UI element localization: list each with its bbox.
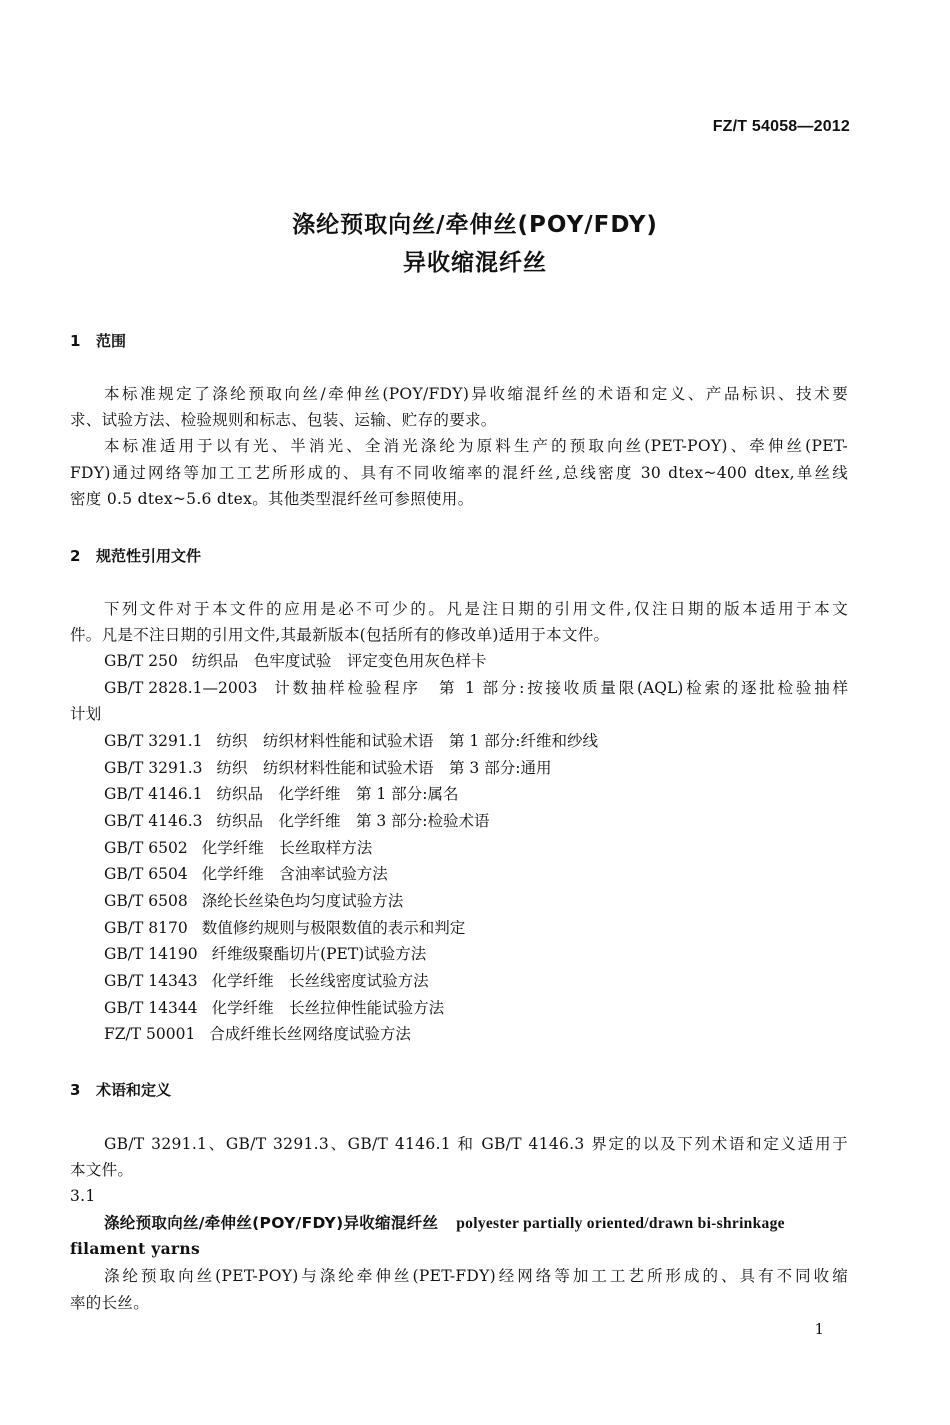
paragraph-line: 求、试验方法、检验规则和标志、包装、运输、贮存的要求。 bbox=[70, 411, 497, 429]
reference-code: GB/T 14344 bbox=[104, 999, 198, 1017]
reference-code: FZ/T 50001 bbox=[104, 1025, 196, 1043]
reference-code: GB/T 3291.1 bbox=[104, 732, 203, 750]
term-chinese: 涤纶预取向丝/牵伸丝(POY/FDY)异收缩混纤丝 bbox=[104, 1214, 439, 1232]
normative-reference bbox=[104, 890, 403, 912]
paragraph-line: 本标准适用于以有光、半消光、全消光涤纶为原料生产的预取向丝(PET-POY)、牵伸丝(PET- bbox=[104, 437, 848, 455]
reference-code: GB/T 6502 bbox=[104, 839, 188, 857]
reference-title: 化学纤维 含油率试验方法 bbox=[201, 865, 388, 883]
reference-title: 合成纤维长丝网络度试验方法 bbox=[209, 1025, 411, 1043]
normative-reference bbox=[104, 757, 551, 779]
section-1-heading bbox=[70, 330, 126, 351]
reference-continuation: 计划 bbox=[70, 705, 102, 723]
reference-title: 纤维级聚酯切片(PET)试验方法 bbox=[211, 945, 427, 963]
reference-title: 化学纤维 长丝线密度试验方法 bbox=[211, 972, 429, 990]
paragraph-line: 本标准规定了涤纶预取向丝/牵伸丝(POY/FDY)异收缩混纤丝的术语和定义、产品标识、技术要 bbox=[104, 385, 848, 403]
normative-reference bbox=[104, 650, 486, 672]
normative-reference bbox=[104, 970, 429, 992]
section-2-heading bbox=[70, 545, 201, 566]
normative-reference bbox=[104, 863, 388, 885]
reference-code: GB/T 8170 bbox=[104, 919, 188, 937]
reference-title: 纺织品 化学纤维 第 3 部分:检验术语 bbox=[216, 812, 490, 830]
reference-code: GB/T 2828.1—2003 bbox=[104, 679, 258, 697]
term-english-continuation: filament yarns bbox=[70, 1239, 200, 1258]
paragraph-line: GB/T 3291.1、GB/T 3291.3、GB/T 4146.1 和 GB/T 4146.3 界定的以及下列术语和定义适用于 bbox=[104, 1135, 848, 1153]
reference-code: GB/T 14343 bbox=[104, 972, 198, 990]
section-title: 术语和定义 bbox=[96, 1081, 172, 1099]
paragraph-line: 下列文件对于本文件的应用是必不可少的。凡是注日期的引用文件,仅注日期的版本适用于本文 bbox=[104, 600, 848, 618]
document-title-line-2: 异收缩混纤丝 bbox=[403, 250, 547, 276]
reference-code: GB/T 6504 bbox=[104, 865, 188, 883]
normative-reference bbox=[104, 677, 848, 699]
reference-title: 化学纤维 长丝拉伸性能试验方法 bbox=[211, 999, 445, 1017]
document-code: FZ/T 54058—2012 bbox=[712, 118, 850, 135]
reference-title: 纺织 纺织材料性能和试验术语 第 3 部分:通用 bbox=[216, 759, 552, 777]
paragraph-line: 件。凡是不注日期的引用文件,其最新版本(包括所有的修改单)适用于本文件。 bbox=[70, 626, 610, 644]
normative-reference bbox=[104, 837, 372, 859]
definition-line: 率的长丝。 bbox=[70, 1294, 150, 1312]
term-english: polyester partially oriented/drawn bi-shrinkage bbox=[456, 1215, 785, 1232]
reference-title: 纺织品 化学纤维 第 1 部分:属名 bbox=[216, 785, 459, 803]
subclause-number: 3.1 bbox=[70, 1187, 96, 1205]
reference-title: 纺织品 色牢度试验 评定变色用灰色样卡 bbox=[191, 652, 487, 670]
paragraph-line: 本文件。 bbox=[70, 1161, 134, 1179]
document-title-line-1: 涤纶预取向丝/牵伸丝(POY/FDY) bbox=[292, 212, 658, 238]
reference-title: 涤纶长丝染色均匀度试验方法 bbox=[201, 892, 404, 910]
term-entry bbox=[104, 1212, 848, 1235]
section-number: 2 bbox=[70, 547, 81, 565]
reference-code: GB/T 250 bbox=[104, 652, 178, 670]
section-title: 规范性引用文件 bbox=[96, 547, 202, 565]
normative-reference bbox=[104, 783, 458, 805]
paragraph-line: 密度 0.5 dtex~5.6 dtex。其他类型混纤丝可参照使用。 bbox=[70, 490, 474, 508]
reference-code: GB/T 4146.1 bbox=[104, 785, 203, 803]
paragraph-line: FDY)通过网络等加工工艺所形成的、具有不同收缩率的混纤丝,总线密度 30 dtex~400 dtex,单丝线 bbox=[70, 464, 848, 482]
reference-code: GB/T 4146.3 bbox=[104, 812, 203, 830]
reference-title: 化学纤维 长丝取样方法 bbox=[201, 839, 373, 857]
reference-title: 数值修约规则与极限数值的表示和判定 bbox=[201, 919, 466, 937]
reference-title: 计数抽样检验程序 第 1 部分:按接收质量限(AQL)检索的逐批检验抽样 bbox=[271, 679, 848, 697]
page-number: 1 bbox=[814, 1320, 824, 1338]
reference-code: GB/T 6508 bbox=[104, 892, 188, 910]
normative-reference bbox=[104, 730, 598, 752]
reference-title: 纺织 纺织材料性能和试验术语 第 1 部分:纤维和纱线 bbox=[216, 732, 598, 750]
normative-reference bbox=[104, 997, 444, 1019]
section-number: 1 bbox=[70, 332, 81, 350]
definition-line: 涤纶预取向丝(PET-POY)与涤纶牵伸丝(PET-FDY)经网络等加工工艺所形成的、具有不同收缩 bbox=[104, 1267, 848, 1285]
normative-reference bbox=[104, 943, 426, 965]
normative-reference bbox=[104, 917, 465, 939]
normative-reference bbox=[104, 810, 489, 832]
section-number: 3 bbox=[70, 1081, 81, 1099]
section-title: 范围 bbox=[96, 332, 127, 350]
normative-reference bbox=[104, 1023, 411, 1045]
reference-code: GB/T 3291.3 bbox=[104, 759, 203, 777]
reference-code: GB/T 14190 bbox=[104, 945, 198, 963]
section-3-heading bbox=[70, 1079, 171, 1100]
